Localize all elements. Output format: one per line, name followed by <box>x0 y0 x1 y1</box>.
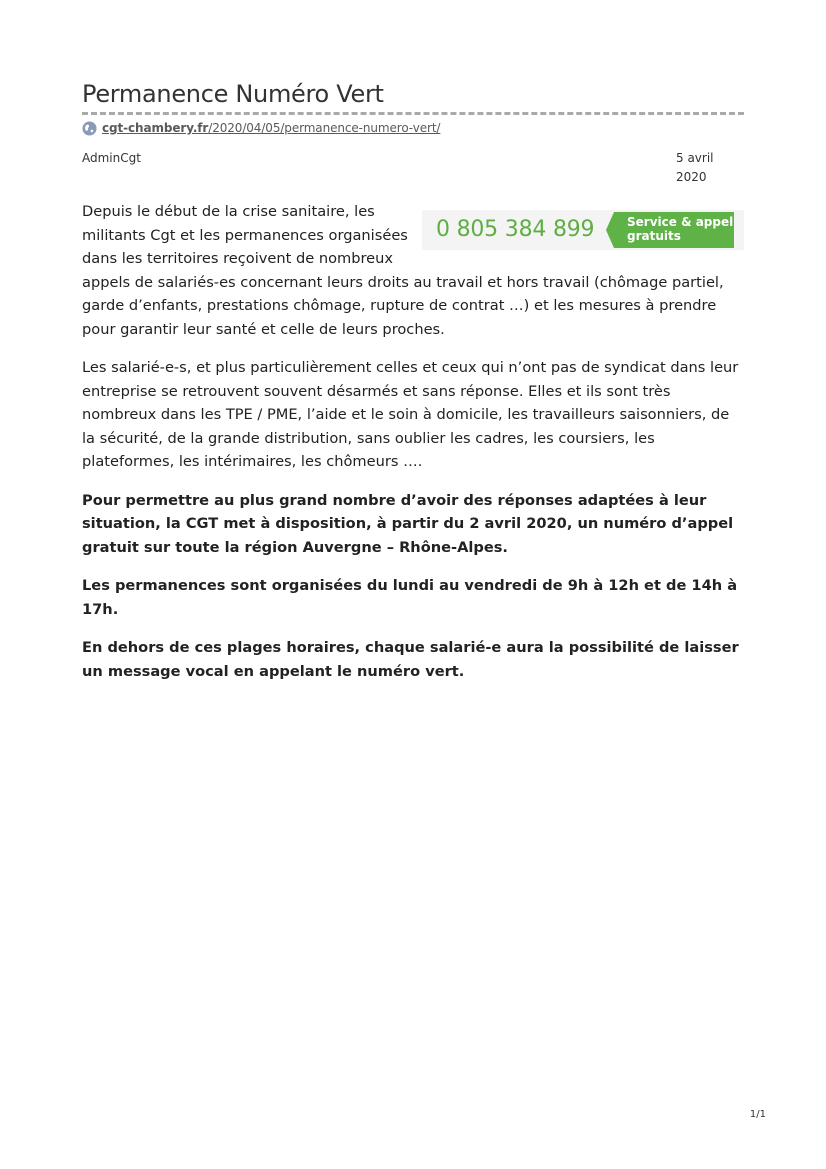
paragraph: Pour permettre au plus grand nombre d’avoir des réponses adaptées à leur situation, la CGT met à disposition, à partir du 2 avril 2020, un numéro d’appel gratuit sur toute la région Auvergne – Rhône-Alpes. <box>82 491 734 556</box>
source-line <box>82 120 744 136</box>
page-title: Permanence Numéro Vert <box>82 80 384 108</box>
paragraph: Les salarié-e-s, et plus particulièrement celles et ceux qui n’ont pas de syndicat dans leur entreprise se retrouvent souvent désarmés et sans réponse. Elles et ils sont très nombreux dans les TPE / PME, l’aide et le soin à domicile, les travailleurs saisonniers, de la sécurité, de la grande distribution, sans oublier les cadres, les coursiers, les plateformes, les intérimaires, les chômeurs …. <box>82 359 739 470</box>
free-service-tag <box>614 212 734 248</box>
source-path: /2020/04/05/permanence-numero-vert/ <box>208 121 441 135</box>
paragraph: Les permanences sont organisées du lundi au vendredi de 9h à 12h et de 14h à 17h. <box>82 577 738 618</box>
phone-number: 0 805 384 899 <box>436 217 595 242</box>
tag-line-2: gratuits <box>627 229 681 243</box>
green-number-banner <box>422 210 744 250</box>
page-number: 1/1 <box>749 1109 766 1120</box>
article <box>82 78 744 698</box>
publish-date: 5 avril 2020 <box>676 151 714 184</box>
paragraph: En dehors de ces plages horaires, chaque salarié-e aura la possibilité de laisser un message vocal en appelant le numéro vert. <box>82 639 739 680</box>
article-body <box>82 200 744 683</box>
source-domain: cgt-chambery.fr <box>102 121 209 135</box>
author: AdminCgt <box>82 151 141 165</box>
article-meta <box>82 149 744 189</box>
title-divider <box>82 112 744 115</box>
paragraph: Depuis le début de la crise sanitaire, les militants Cgt et les permanences organisées dans les territoires reçoivent de nombreux appels de salariés-es concernant leurs droits au travail et hors travail (chômage partiel, garde d’enfants, prestations chômage, rupture de contrat …) et les mesures à prendre pour garantir leur santé et celle de leurs proches. <box>82 203 724 338</box>
globe-icon <box>82 121 97 136</box>
tag-line-1: Service & appel <box>627 215 734 229</box>
source-link[interactable] <box>102 120 440 136</box>
